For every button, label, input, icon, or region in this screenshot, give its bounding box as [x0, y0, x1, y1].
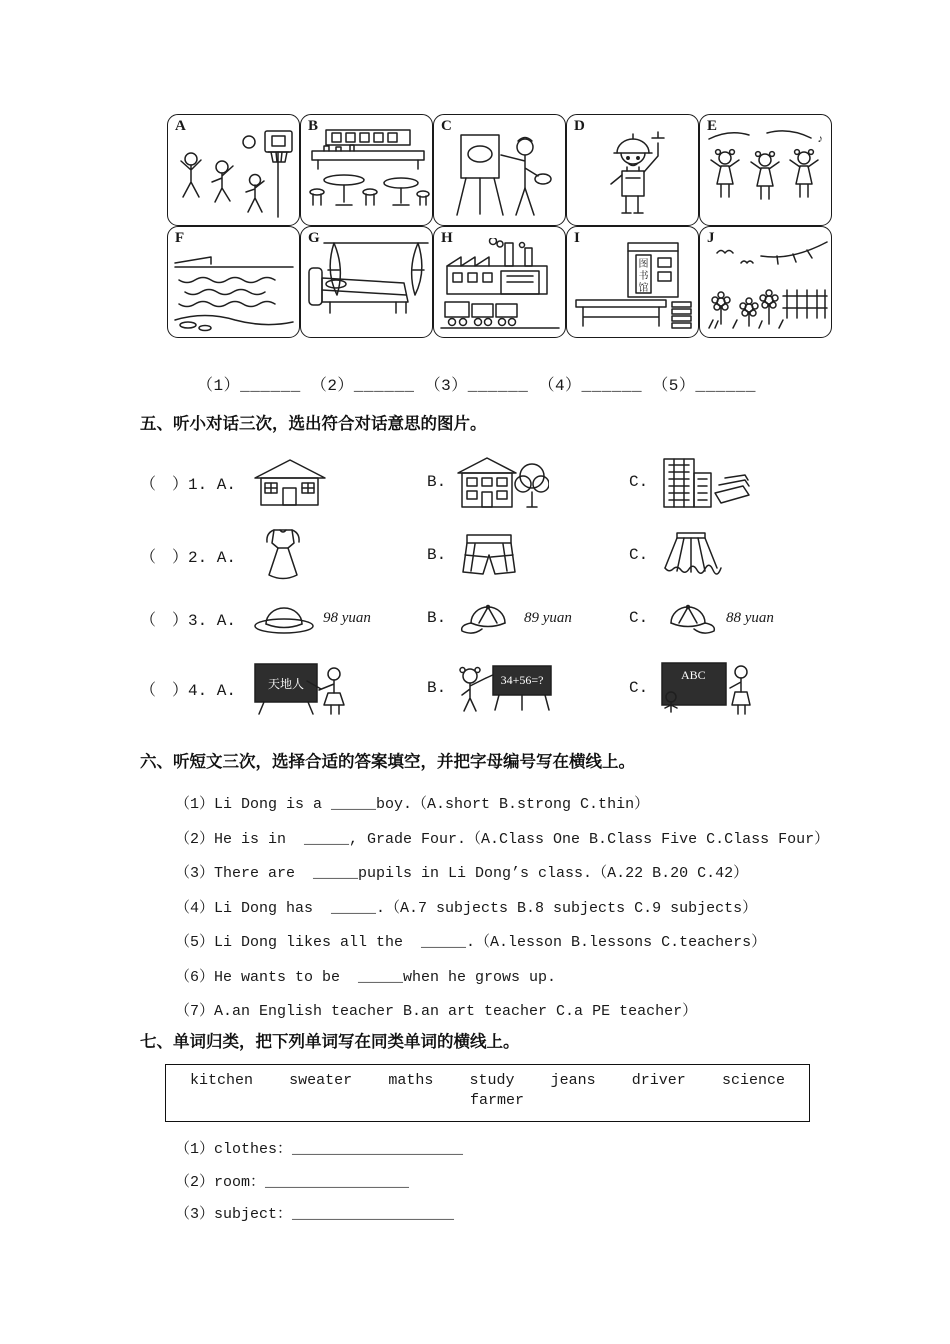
section5-rows — [140, 450, 840, 719]
picture-card-g — [300, 226, 433, 338]
word-bank-item: maths — [388, 1072, 434, 1089]
option-label-b: B. — [427, 609, 447, 627]
picture-grid — [167, 114, 832, 338]
category-item — [175, 1199, 840, 1232]
option-label-b: B. — [427, 473, 447, 491]
category-item — [175, 1134, 840, 1167]
question-prefix: （ ）2. A. — [140, 548, 237, 567]
baseball-cap-right-icon — [659, 601, 719, 635]
price-caption: 98 yuan — [323, 609, 371, 626]
word-bank-item: jeans — [550, 1072, 596, 1089]
section7-items — [140, 1134, 840, 1232]
option-c — [659, 601, 840, 635]
section7-title: 七、单词归类，把下列单词写在同类单词的横线上。 — [140, 1032, 520, 1051]
skirt-icon — [659, 530, 723, 580]
option-label-b: B. — [427, 679, 447, 697]
basketball-scene-icon — [171, 126, 298, 222]
city-buildings-icon — [659, 455, 755, 509]
s5-question-row-2 — [140, 523, 840, 587]
option-label-c: C. — [629, 546, 649, 564]
section-5 — [140, 410, 840, 719]
svg-text:34+56=?: 34+56=? — [500, 673, 544, 687]
card-label: F — [175, 230, 185, 246]
option-c — [659, 455, 840, 509]
word-bank-item: science — [721, 1072, 785, 1089]
music-note-glyph: ♪ — [817, 134, 824, 146]
option-a — [252, 456, 427, 508]
question-item: （2）He is in _____, Grade Four.（A.Class One B.Class Five C.Class Four） — [175, 830, 830, 848]
option-label-c: C. — [629, 609, 649, 627]
library-sign-char: 馆 — [638, 283, 649, 294]
card-label: C — [441, 118, 452, 134]
section-7 — [140, 1028, 840, 1232]
house-with-tree-icon — [457, 454, 549, 510]
picture-card-j — [699, 226, 832, 338]
house-icon — [252, 456, 328, 508]
answer-blank: ___________________ — [292, 1141, 464, 1158]
s5-question-row-3 — [140, 596, 840, 640]
picture-card-b — [300, 114, 433, 226]
painter-scene-icon — [437, 126, 564, 222]
card-label: I — [574, 230, 580, 246]
word-bank-item: sweater — [289, 1072, 353, 1089]
dancing-children-icon — [703, 126, 830, 222]
price-caption: 88 yuan — [726, 609, 774, 626]
section6-title: 六、听短文三次，选择合适的答案填空，并把字母编号写在横线上。 — [140, 752, 635, 771]
factory-scene-icon — [437, 238, 564, 334]
picture-card-c — [433, 114, 566, 226]
category-label: （2）room： — [175, 1173, 266, 1191]
picture-card-f — [167, 226, 300, 338]
bedroom-scene-icon — [304, 238, 431, 334]
option-label-b: B. — [427, 546, 447, 564]
word-bank-box — [165, 1064, 810, 1122]
garden-scene-icon — [703, 238, 830, 334]
library-sign-char: 图 — [638, 259, 649, 270]
answer-blank: ________________ — [265, 1173, 410, 1191]
section5-title: 五、听小对话三次，选出符合对话意思的图片。 — [140, 414, 487, 433]
option-a — [252, 526, 427, 584]
question-prefix: （ ）1. A. — [140, 475, 237, 494]
dress-icon — [252, 526, 314, 584]
svg-text:天地人: 天地人 — [267, 677, 305, 691]
question-item: （6）He wants to be _____when he grows up. — [175, 968, 557, 986]
blackboard-math-icon — [457, 659, 557, 717]
blackboard-chinese-icon — [252, 659, 352, 717]
category-item — [175, 1167, 840, 1200]
library-sign-char: 书 — [638, 271, 649, 282]
picture-card-h — [433, 226, 566, 338]
question-item: （4）Li Dong has _____.（A.7 subjects B.8 subjects C.9 subjects） — [175, 899, 758, 917]
category-label: （1）clothes： — [175, 1141, 293, 1158]
shorts-icon — [457, 531, 521, 579]
card-label: A — [175, 118, 186, 134]
option-label-c: C. — [629, 679, 649, 697]
beach-scene-icon — [171, 238, 298, 334]
option-b — [457, 659, 629, 717]
option-b — [457, 454, 629, 510]
section-6 — [140, 748, 840, 1030]
s5-question-row-4 — [140, 657, 840, 719]
category-label: （3）subject： — [175, 1206, 293, 1223]
word-bank-item: study — [469, 1072, 515, 1089]
picture-card-d — [566, 114, 699, 226]
answer-blank: __________________ — [292, 1206, 455, 1223]
option-a — [252, 659, 427, 717]
question-prefix: （ ）4. A. — [140, 681, 237, 700]
question-prefix: （ ）3. A. — [140, 611, 237, 630]
card-label: E — [707, 118, 718, 134]
picture-card-a — [167, 114, 300, 226]
question-item: （5）Li Dong likes all the _____.（A.lesson B.lessons C.teachers） — [175, 934, 767, 951]
sun-hat-icon — [252, 601, 316, 635]
svg-text:ABC: ABC — [681, 668, 706, 682]
word-bank-item: farmer — [470, 1092, 525, 1109]
s5-question-row-1 — [140, 450, 840, 514]
option-b — [457, 601, 629, 635]
restaurant-scene-icon — [304, 126, 431, 222]
construction-worker-icon — [570, 126, 697, 222]
option-c — [659, 530, 840, 580]
card-label: B — [308, 118, 319, 134]
option-b — [457, 531, 629, 579]
card-label: D — [574, 118, 585, 134]
word-bank-line-2 — [190, 1092, 785, 1109]
option-a — [252, 601, 427, 635]
word-bank-item: kitchen — [190, 1072, 254, 1089]
card-label: J — [707, 230, 715, 246]
question-item: （1）Li Dong is a _____boy.（A.short B.strong C.thin） — [175, 796, 650, 813]
option-label-c: C. — [629, 473, 649, 491]
baseball-cap-left-icon — [457, 601, 517, 635]
word-bank-item: driver — [631, 1072, 686, 1089]
picture-card-e — [699, 114, 832, 226]
word-bank-line-1 — [190, 1072, 785, 1089]
option-c — [659, 659, 840, 717]
library-scene-icon — [570, 238, 697, 334]
question-item: （7）A.an English teacher B.an art teacher C.a PE teacher） — [175, 1003, 698, 1020]
blackboard-abc-icon — [659, 659, 755, 717]
price-caption: 89 yuan — [524, 609, 572, 626]
question-item: （3）There are _____pupils in Li Dong’s class.（A.22 B.20 C.42） — [175, 865, 749, 882]
picture-card-i — [566, 226, 699, 338]
card-label: H — [441, 230, 453, 246]
section6-items — [140, 788, 840, 1030]
answer-blanks-line: （1）______ （2）______ （3）______ （4）______ （5）______ — [197, 377, 756, 395]
card-label: G — [308, 230, 320, 246]
